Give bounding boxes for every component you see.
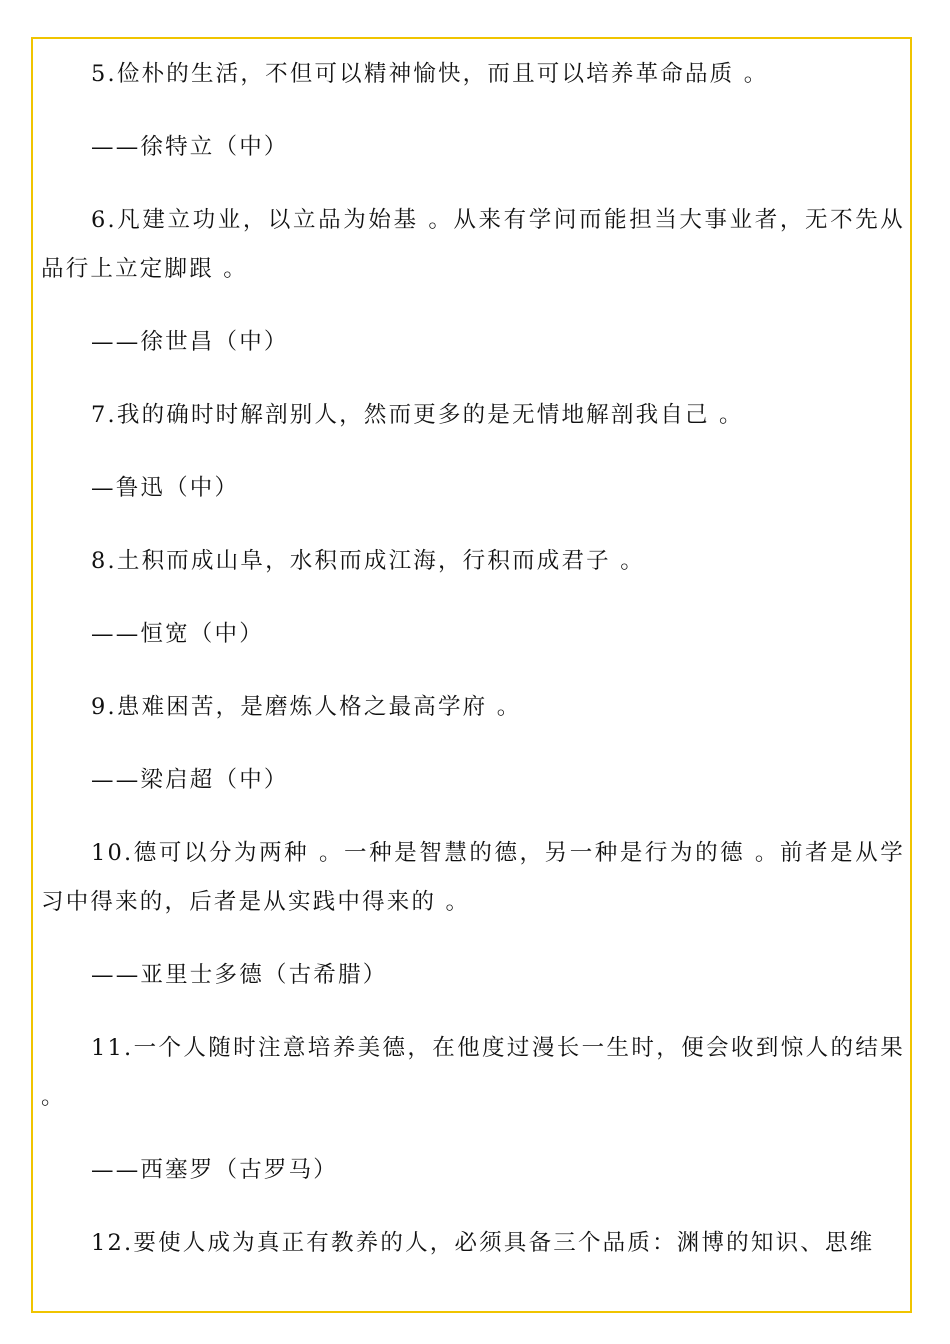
spacer	[41, 172, 905, 196]
document-body	[41, 50, 905, 1268]
quote-9-text: 9.患难困苦，是磨炼人格之最高学府 。	[91, 694, 522, 720]
quote-8-author: ——恒宽（中）	[91, 621, 264, 647]
spacer	[41, 1122, 905, 1146]
quote-5-text: 5.俭朴的生活，不但可以精神愉快，而且可以培养革命品质 。	[91, 61, 769, 87]
spacer	[41, 927, 905, 951]
spacer	[41, 659, 905, 683]
spacer	[41, 367, 905, 391]
spacer	[41, 440, 905, 464]
spacer	[41, 99, 905, 123]
quote-11-text: 11.一个人随时注意培养美德，在他度过漫长一生时，便会收到惊人的结果 。	[41, 1035, 905, 1110]
spacer	[41, 513, 905, 537]
spacer	[41, 586, 905, 610]
quote-12-text: 12.要使人成为真正有教养的人，必须具备三个品质：渊博的知识、思维	[91, 1230, 875, 1256]
spacer	[41, 294, 905, 318]
quote-8-text: 8.土积而成山阜，水积而成江海，行积而成君子 。	[91, 548, 645, 574]
spacer	[41, 805, 905, 829]
quote-10-text: 10.德可以分为两种 。一种是智慧的德，另一种是行为的德 。前者是从学习中得来的，后者是从实践中得来的 。	[41, 840, 905, 915]
quote-5-author: ——徐特立（中）	[91, 134, 289, 160]
quote-6-text: 6.凡建立功业，以立品为始基 。从来有学问而能担当大事业者，无不先从品行上立定脚跟 。	[41, 207, 905, 282]
quote-10-author: ——亚里士多德（古希腊）	[91, 962, 388, 988]
quote-7-author: —鲁迅（中）	[91, 475, 240, 501]
spacer	[41, 1195, 905, 1219]
quote-11-author: ——西塞罗（古罗马）	[91, 1157, 339, 1183]
quote-9-author: ——梁启超（中）	[91, 767, 289, 793]
spacer	[41, 1000, 905, 1024]
spacer	[41, 732, 905, 756]
quote-7-text: 7.我的确时时解剖别人，然而更多的是无情地解剖我自己 。	[91, 402, 744, 428]
quote-6-author: ——徐世昌（中）	[91, 329, 289, 355]
